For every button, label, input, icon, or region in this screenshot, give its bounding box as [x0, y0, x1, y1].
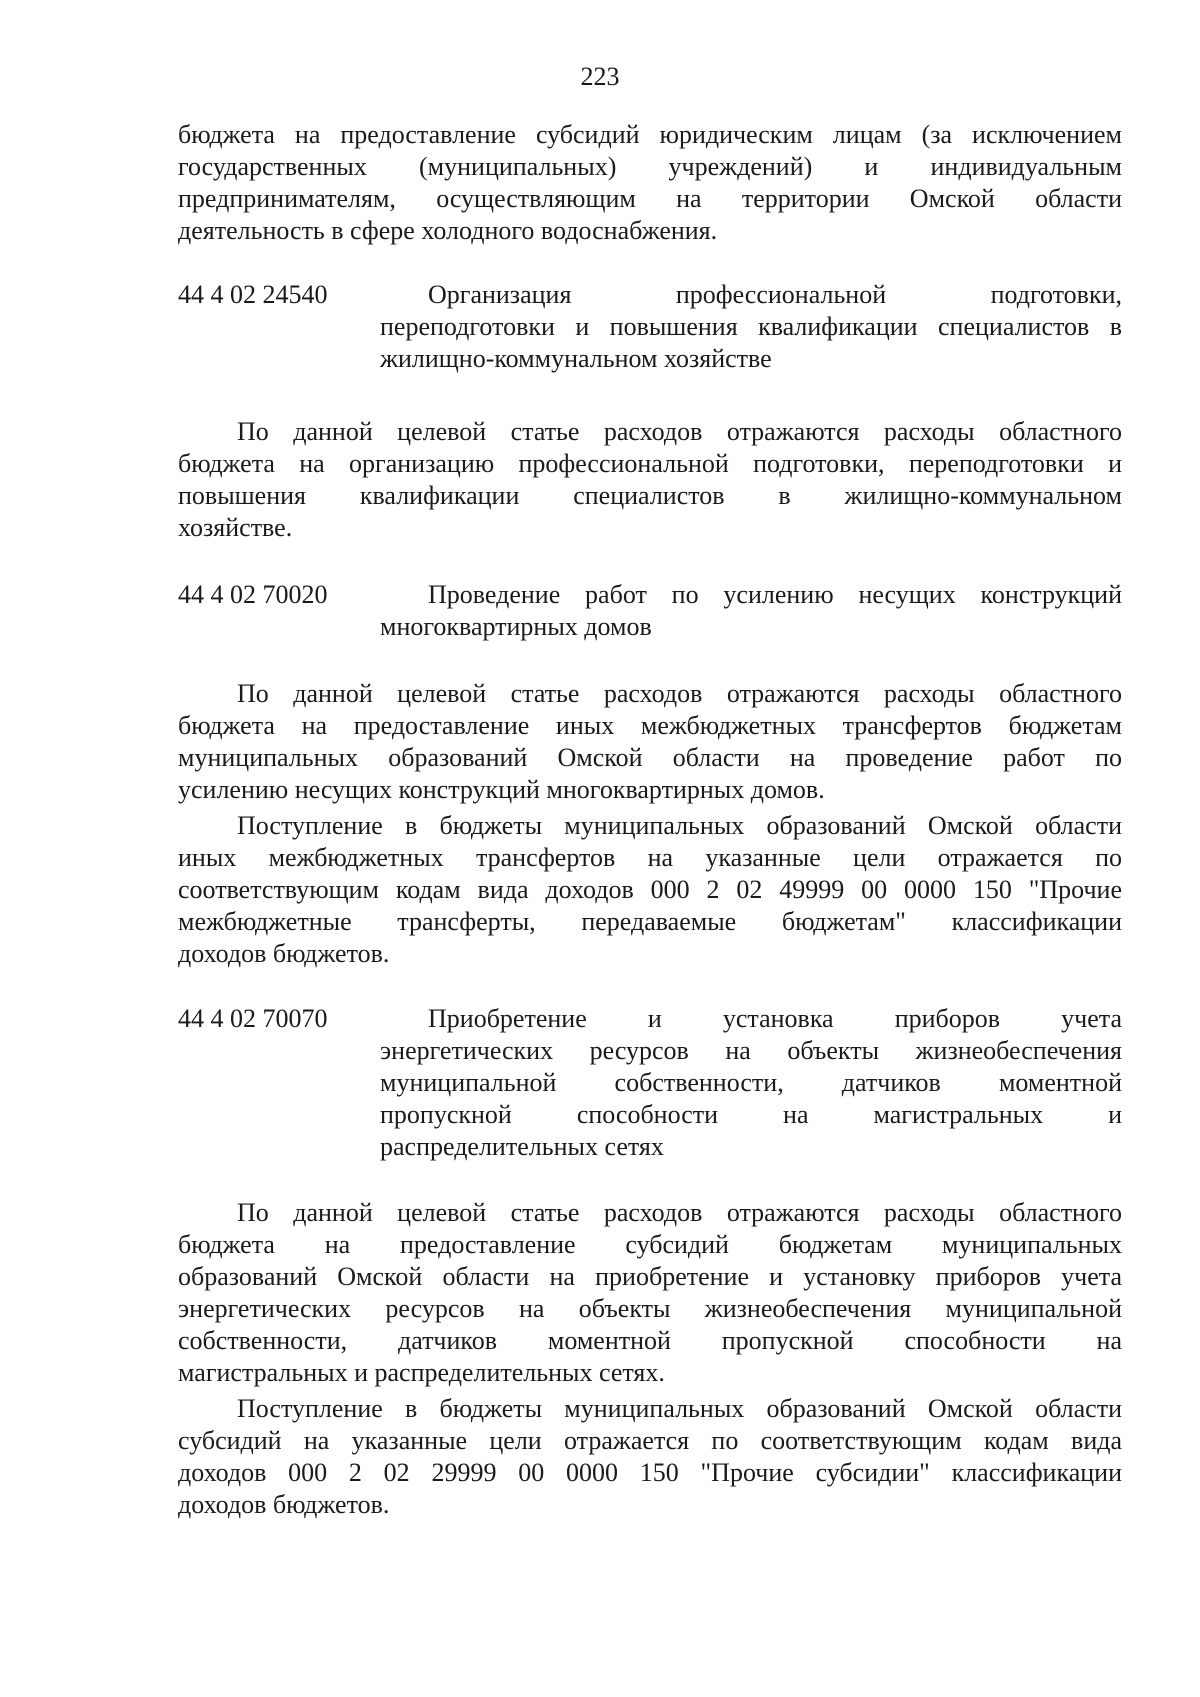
text-line: По данной целевой статье расходов отражаются расходы областного [237, 679, 1122, 708]
text-line: усилению несущих конструкций многоквартирных домов. [178, 775, 825, 804]
text-line: повышения квалификации специалистов в жилищно-коммунальном [178, 481, 1122, 510]
text-line: Поступление в бюджеты муниципальных образований Омской области [237, 811, 1122, 840]
text-line: иных межбюджетных трансфертов на указанные цели отражается по [178, 843, 1122, 872]
article-code: 44 4 02 70020 [178, 580, 328, 609]
text-line: По данной целевой статье расходов отражаются расходы областного [237, 417, 1122, 446]
text-line: доходов 000 2 02 29999 00 0000 150 "Прочие субсидии" классификации [178, 1458, 1122, 1487]
text-line: предпринимателям, осуществляющим на территории Омской области [178, 184, 1122, 213]
text-line: Поступление в бюджеты муниципальных образований Омской области [237, 1394, 1122, 1423]
text-line: бюджета на предоставление иных межбюджетных трансфертов бюджетам [178, 711, 1122, 740]
article-code: 44 4 02 70070 [178, 1004, 328, 1033]
text-line: хозяйстве. [178, 513, 293, 542]
article-title-line: многоквартирных домов [380, 612, 652, 641]
text-line: субсидий на указанные цели отражается по соответствующим кодам вида [178, 1426, 1122, 1455]
text-line: бюджета на предоставление субсидий юридическим лицам (за исключением [178, 120, 1122, 149]
text-line: бюджета на организацию профессиональной подготовки, переподготовки и [178, 449, 1122, 478]
article-title-line: жилищно-коммунальном хозяйстве [380, 344, 772, 373]
text-line: энергетических ресурсов на объекты жизнеобеспечения муниципальной [178, 1294, 1122, 1323]
article-title-line: распределительных сетях [380, 1132, 664, 1161]
text-line: государственных (муниципальных) учреждений) и индивидуальным [178, 152, 1122, 181]
text-line: муниципальных образований Омской области на проведение работ по [178, 743, 1122, 772]
text-line: деятельность в сфере холодного водоснабжения. [178, 216, 718, 245]
text-line: бюджета на предоставление субсидий бюджетам муниципальных [178, 1230, 1122, 1259]
article-title-line: муниципальной собственности, датчиков моментной [380, 1068, 1122, 1097]
text-line: доходов бюджетов. [178, 939, 390, 968]
article-title-line: Организация профессиональной подготовки, [428, 280, 1122, 309]
text-line: соответствующим кодам вида доходов 000 2 02 49999 00 0000 150 "Прочие [178, 875, 1122, 904]
article-title-line: энергетических ресурсов на объекты жизнеобеспечения [380, 1036, 1122, 1065]
article-title-line: Приобретение и установка приборов учета [428, 1004, 1122, 1033]
text-line: межбюджетные трансферты, передаваемые бюджетам" классификации [178, 907, 1122, 936]
article-code: 44 4 02 24540 [178, 280, 328, 309]
page-number: 223 [580, 62, 620, 91]
article-title-line: переподготовки и повышения квалификации специалистов в [380, 312, 1122, 341]
text-line: магистральных и распределительных сетях. [178, 1358, 665, 1387]
text-line: доходов бюджетов. [178, 1490, 390, 1519]
text-line: собственности, датчиков моментной пропускной способности на [178, 1326, 1122, 1355]
article-title-line: пропускной способности на магистральных и [380, 1100, 1122, 1129]
article-title-line: Проведение работ по усилению несущих конструкций [428, 580, 1122, 609]
text-line: По данной целевой статье расходов отражаются расходы областного [237, 1198, 1122, 1227]
text-line: образований Омской области на приобретение и установку приборов учета [178, 1262, 1122, 1291]
